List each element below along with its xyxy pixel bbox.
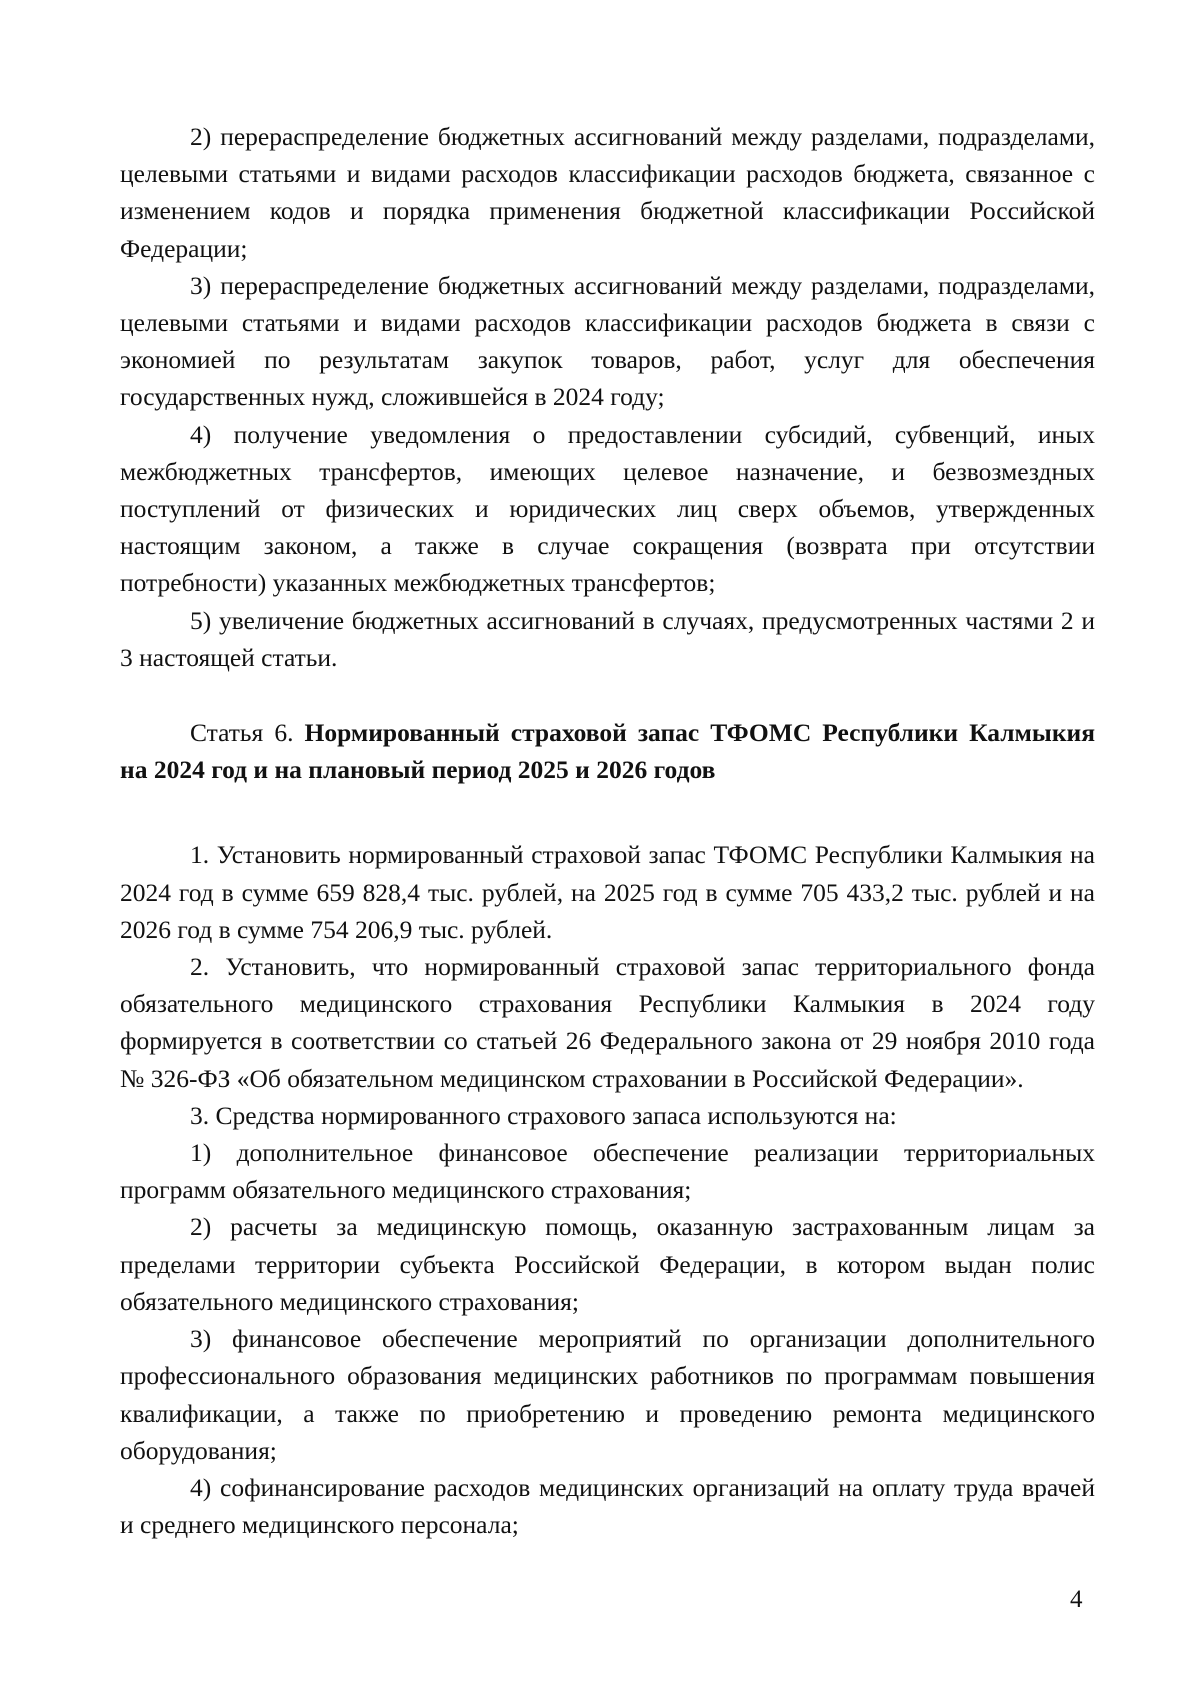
article-label: Статья 6. <box>190 718 294 748</box>
paragraph-point-2: 2. Установить, что нормированный страховой запас территориального фонда обязательного медицинского страхования Республики Калмыкия в 2024 году формируется в соответствии со статьей 26 Федерального закона от 29 ноября 2010 года № 326-ФЗ «Об обязательном медицинском страховании в Российской Федерации». <box>120 952 1095 1093</box>
paragraph-subitem-2: 2) расчеты за медицинскую помощь, оказанную застрахованным лицам за пределами территории субъекта Российской Федерации, в котором выдан полис обязательного медицинского страхования; <box>120 1212 1095 1316</box>
paragraph-subitem-1: 1) дополнительное финансовое обеспечение реализации территориальных программ обязательного медицинского страхования; <box>120 1138 1095 1205</box>
paragraph-item-4: 4) получение уведомления о предоставлении субсидий, субвенций, иных межбюджетных трансфертов, имеющих целевое назначение, и безвозмездных поступлений от физических и юридических лиц сверх объемов, утвержденных настоящим законом, а также в случае сокращения (возврата при отсутствии потребности) указанных межбюджетных трансфертов; <box>120 419 1095 598</box>
article-title: Нормированный страховой запас ТФОМС Республики Калмыкия на 2024 год и на плановый период 2025 и 2026 годов <box>120 718 1095 785</box>
paragraph-item-5: 5) увеличение бюджетных ассигнований в случаях, предусмотренных частями 2 и 3 настоящей статьи. <box>120 605 1095 672</box>
paragraph-point-1: 1. Установить нормированный страховой запас ТФОМС Республики Калмыкия на 2024 год в сумме 659 828,4 тыс. рублей, на 2025 год в сумме 705 433,2 тыс. рублей и на 2026 год в сумме 754 206,9 тыс. рублей. <box>120 840 1095 944</box>
document-page <box>120 118 1095 1543</box>
paragraph-item-3: 3) перераспределение бюджетных ассигнований между разделами, подразделами, целевыми статьями и видами расходов классификации расходов бюджета в связи с экономией по результатам закупок товаров, работ, услуг для обеспечения государственных нужд, сложившейся в 2024 году; <box>120 270 1095 412</box>
paragraph-subitem-3: 3) финансовое обеспечение мероприятий по организации дополнительного профессионального образования медицинских работников по программам повышения квалификации, а также по приобретению и проведению ремонта медицинского оборудования; <box>120 1324 1095 1465</box>
article-heading <box>120 714 1095 788</box>
page-number: 4 <box>1070 1586 1083 1613</box>
paragraph-point-3: 3. Средства нормированного страхового запаса используются на: <box>190 1100 897 1130</box>
paragraph-subitem-4: 4) софинансирование расходов медицинских организаций на оплату труда врачей и среднего медицинского персонала; <box>120 1472 1095 1540</box>
paragraph-item-2: 2) перераспределение бюджетных ассигнований между разделами, подразделами, целевыми статьями и видами расходов классификации расходов бюджета, связанное с изменением кодов и порядка применения бюджетной классификации Российской Федерации; <box>120 122 1095 263</box>
